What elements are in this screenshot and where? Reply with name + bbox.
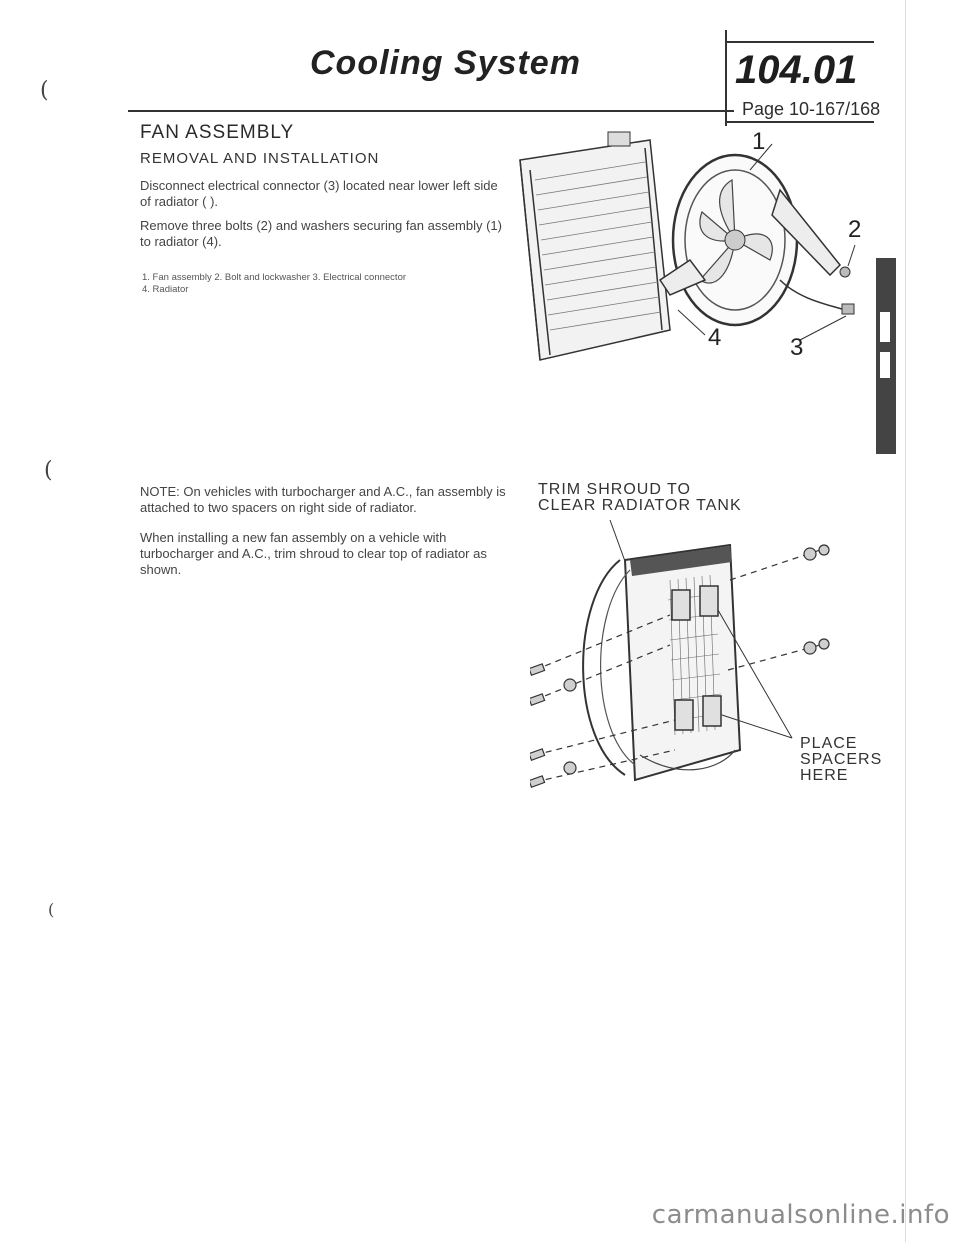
figure-label-connector: 3 [790,334,804,361]
figure-caption-top: CLEAR RADIATOR TANK [538,497,742,514]
figure-label-radiator: 4 [708,324,722,351]
note-paragraph: When installing a new fan assembly on a vehicle with turbocharger and A.C., trim shroud to clear top of radiator as shown. [140,530,487,577]
section-number: 104.01 [735,48,858,92]
figure-label-bolt: 2 [848,216,862,243]
section-tab-notch [880,312,890,342]
figure-caption-bottom: HERE [800,767,849,784]
note-paragraph: NOTE: On vehicles with turbocharger and A.C., fan assembly is attached to two spacers on right side of radiator. [140,484,506,515]
article-subheading: REMOVAL AND INSTALLATION [140,150,380,167]
paragraph: Remove three bolts (2) and washers securing fan assembly (1) to radiator (4). [140,218,502,249]
punch-hole-mark: ( [44,458,53,483]
header-box-bottom-rule [726,121,874,123]
figure-caption-top: TRIM SHROUD TO [538,481,691,498]
section-tab-notch [880,352,890,378]
punch-hole-mark: ( [40,78,49,103]
legend-line: 1. Fan assembly 2. Bolt and lockwasher 3. Electrical connector [142,272,407,283]
figure-label-fan-assembly: 1 [752,128,766,155]
paragraph: Disconnect electrical connector (3) located near lower left side of radiator ( ). [140,178,498,209]
fan-radiator-illustration [510,130,870,380]
figure-caption-bottom: PLACE [800,735,858,752]
page-reference: Page 10-167/168 [742,99,881,119]
figure-caption-bottom: SPACERS [800,751,883,768]
legend-line: 4. Radiator [142,284,189,295]
watermark-text: carmanualsonline.info [651,1200,950,1230]
header-box-top-rule [726,41,874,43]
binding-edge-rule [905,0,906,1242]
section-title: Cooling System [310,44,581,82]
punch-hole-mark: ( [48,900,55,919]
header-rule [128,110,734,112]
article-heading: FAN ASSEMBLY [140,122,295,143]
